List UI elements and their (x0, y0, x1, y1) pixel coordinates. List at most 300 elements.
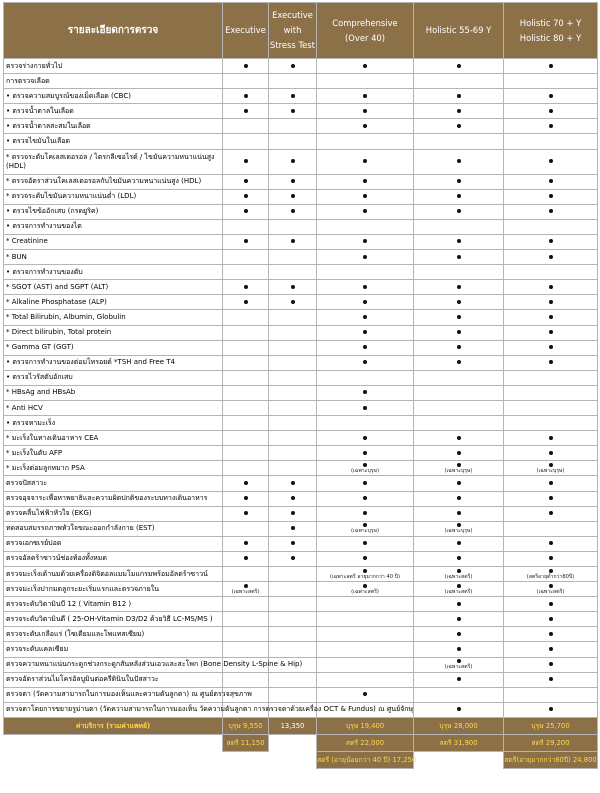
cell-note: (เฉพาะสตรี) (444, 573, 473, 580)
table-row (4, 265, 598, 280)
check-cell (223, 89, 269, 104)
check-cell (414, 446, 504, 461)
included-dot-icon (457, 64, 461, 68)
check-cell (269, 295, 317, 310)
check-cell (269, 702, 317, 717)
check-cell (269, 476, 317, 491)
check-cell (504, 597, 598, 612)
check-cell (414, 672, 504, 687)
header-holistic-70-80: Holistic 70 + Y Holistic 80 + Y (504, 3, 598, 59)
row-label: * มะเร็งในทางเดินอาหาร CEA (4, 431, 223, 446)
included-dot-icon (549, 345, 553, 349)
row-label: * ตรวจอัตราส่วนโคเลสเตอรอลกับไขมันความหนาแน่นสูง (HDL) (4, 174, 223, 189)
check-cell (269, 672, 317, 687)
included-dot-icon (457, 360, 461, 364)
check-cell (223, 687, 269, 702)
table-row (4, 250, 598, 265)
included-dot-icon (549, 209, 553, 213)
row-label: * ตรวจระดับโคเลสเตอรอล / ไตรกลีเซอไรด์ / ไขมันความหนาแน่นสูง (HDL) (4, 149, 223, 174)
row-label: * BUN (4, 250, 223, 265)
included-dot-icon (457, 109, 461, 113)
included-dot-icon (291, 496, 295, 500)
check-cell (317, 642, 414, 657)
check-cell (414, 219, 504, 234)
check-cell (317, 59, 414, 74)
cell-note: (สตรีอายุต่ำกว่า80ปี) (526, 573, 575, 580)
check-cell (504, 431, 598, 446)
included-dot-icon (363, 255, 367, 259)
check-cell (223, 149, 269, 174)
included-dot-icon (549, 617, 553, 621)
included-dot-icon (244, 541, 248, 545)
row-label: ตรวจร่างกายทั่วไป (4, 59, 223, 74)
included-dot-icon (291, 179, 295, 183)
included-dot-icon (363, 584, 367, 588)
included-dot-icon (363, 569, 367, 573)
included-dot-icon (244, 511, 248, 515)
table-row (4, 687, 598, 702)
check-cell (223, 491, 269, 506)
table-row (4, 506, 598, 521)
check-cell (504, 416, 598, 431)
table-row (4, 702, 598, 717)
check-cell (504, 355, 598, 370)
row-label: • ตรวจการทำงานของตับ (4, 265, 223, 280)
check-cell (504, 521, 598, 536)
cell-note: (เฉพาะบุรุษ) (351, 528, 379, 535)
price-holistic70-female-old: สตรี(อายุมากกว่า80ปี) 24,800 (504, 751, 598, 768)
check-cell (504, 104, 598, 119)
check-cell (414, 536, 504, 551)
cell-note: (เฉพาะสตรี) (444, 664, 473, 671)
check-cell (414, 612, 504, 627)
header-details: รายละเอียดการตรวจ (4, 3, 223, 59)
included-dot-icon (457, 285, 461, 289)
check-cell (223, 310, 269, 325)
included-dot-icon (457, 496, 461, 500)
check-cell (269, 104, 317, 119)
check-cell (269, 370, 317, 385)
price-row (4, 717, 598, 734)
row-label: * Anti HCV (4, 400, 223, 415)
check-cell (414, 385, 504, 400)
check-cell (269, 149, 317, 174)
table-row (4, 104, 598, 119)
included-dot-icon (457, 330, 461, 334)
check-cell (269, 134, 317, 149)
table-row (4, 672, 598, 687)
included-dot-icon (363, 285, 367, 289)
check-cell (414, 551, 504, 566)
price-label: ค่าบริการ (รวมค่าแพทย์) (4, 717, 223, 734)
price-holistic55-female: สตรี 31,900 (414, 734, 504, 751)
included-dot-icon (363, 436, 367, 440)
included-dot-icon (549, 511, 553, 515)
check-cell (504, 119, 598, 134)
included-dot-icon (363, 451, 367, 455)
cell-note: (เฉพาะบุรุษ) (444, 528, 473, 535)
included-dot-icon (457, 255, 461, 259)
check-cell (317, 431, 414, 446)
check-cell (504, 59, 598, 74)
check-cell (504, 219, 598, 234)
check-cell (317, 355, 414, 370)
check-cell (223, 597, 269, 612)
check-cell (269, 627, 317, 642)
included-dot-icon (291, 239, 295, 243)
row-label: ตรวจความหนาแน่นกระดูกช่วงกระดูกสันหลังส่วนเอวและสะโพก (Bone Density L-Spine & Hip) (4, 657, 223, 672)
included-dot-icon (549, 569, 553, 573)
included-dot-icon (363, 496, 367, 500)
included-dot-icon (457, 602, 461, 606)
included-dot-icon (363, 692, 367, 696)
included-dot-icon (363, 511, 367, 515)
check-cell (504, 134, 598, 149)
price-section (4, 717, 598, 768)
check-cell (223, 461, 269, 476)
row-label: ตรวจระดับวิตามินดี ( 25-OH-Vitamin D3/D2 ด้วยวิธี LC-MS/MS ) (4, 612, 223, 627)
included-dot-icon (244, 556, 248, 560)
check-cell (269, 446, 317, 461)
row-label: * Total Bilirubin, Albumin, Globulin (4, 310, 223, 325)
price-holistic55-male: บุรุษ 28,000 (414, 717, 504, 734)
check-cell (223, 431, 269, 446)
included-dot-icon (549, 496, 553, 500)
check-cell (317, 189, 414, 204)
check-cell (414, 189, 504, 204)
row-label: ตรวจคลื่นไฟฟ้าหัวใจ (EKG) (4, 506, 223, 521)
table-row (4, 280, 598, 295)
included-dot-icon (363, 159, 367, 163)
check-cell (223, 400, 269, 415)
included-dot-icon (457, 677, 461, 681)
included-dot-icon (457, 481, 461, 485)
table-body (4, 59, 598, 718)
check-cell (414, 461, 504, 476)
row-label: • ตรวจความสมบูรณ์ของเม็ดเลือด (CBC) (4, 89, 223, 104)
included-dot-icon (549, 255, 553, 259)
check-cell (317, 295, 414, 310)
check-cell (317, 672, 414, 687)
check-cell (223, 174, 269, 189)
table-row (4, 431, 598, 446)
table-row (4, 521, 598, 536)
check-cell (223, 219, 269, 234)
row-label: • ตรวจการทำงานของต่อมไทรอยด์ *TSH and Free T4 (4, 355, 223, 370)
check-cell (504, 687, 598, 702)
check-cell (269, 506, 317, 521)
check-cell (317, 134, 414, 149)
row-label: * SGOT (AST) and SGPT (ALT) (4, 280, 223, 295)
check-cell (504, 536, 598, 551)
check-cell (414, 370, 504, 385)
check-cell (504, 461, 598, 476)
check-cell (223, 250, 269, 265)
check-cell (223, 265, 269, 280)
check-cell (269, 119, 317, 134)
price-comprehensive-female-young: สตรี (อายุน้อยกว่า 40 ปี) 17,250 (317, 751, 414, 768)
included-dot-icon (363, 390, 367, 394)
included-dot-icon (291, 159, 295, 163)
price-row-extra (4, 751, 598, 768)
check-cell (223, 506, 269, 521)
check-cell (223, 204, 269, 219)
included-dot-icon (457, 632, 461, 636)
check-cell (223, 370, 269, 385)
included-dot-icon (363, 541, 367, 545)
price-row-female (4, 734, 598, 751)
table-row (4, 385, 598, 400)
included-dot-icon (457, 659, 461, 663)
row-label: • ตรวจน้ำตาลสะสมในเลือด (4, 119, 223, 134)
check-cell (317, 536, 414, 551)
included-dot-icon (363, 94, 367, 98)
included-dot-icon (291, 511, 295, 515)
check-cell (223, 642, 269, 657)
check-cell (269, 234, 317, 249)
table-row (4, 582, 598, 597)
price-executive-male: บุรุษ 9,550 (223, 717, 269, 734)
check-cell (504, 582, 598, 597)
included-dot-icon (457, 209, 461, 213)
check-cell (414, 416, 504, 431)
check-cell (223, 325, 269, 340)
check-cell (504, 506, 598, 521)
check-cell (223, 355, 269, 370)
cell-note: (เฉพาะบุรุษ) (536, 467, 565, 474)
check-cell (317, 627, 414, 642)
check-cell (269, 310, 317, 325)
check-cell (269, 582, 317, 597)
included-dot-icon (457, 345, 461, 349)
row-label: • ตรวจไขข้ออักเสบ (กรดยูริค) (4, 204, 223, 219)
included-dot-icon (549, 602, 553, 606)
checkup-comparison-table (3, 2, 598, 769)
check-cell (504, 340, 598, 355)
check-cell (223, 672, 269, 687)
check-cell (414, 104, 504, 119)
included-dot-icon (291, 300, 295, 304)
included-dot-icon (457, 523, 461, 527)
check-cell (269, 687, 317, 702)
row-label: * Alkaline Phosphatase (ALP) (4, 295, 223, 310)
table-row (4, 461, 598, 476)
included-dot-icon (457, 436, 461, 440)
table-row (4, 642, 598, 657)
row-label: ตรวจมะเร็งเต้านมด้วยเครื่องดิจิตอลแมมโมแกรมพร้อมอัลตร้าซาวน์ (4, 567, 223, 582)
check-cell (317, 551, 414, 566)
included-dot-icon (457, 315, 461, 319)
row-label: ตรวจอัลตร้าซาวน์ช่องท้องทั้งหมด (4, 551, 223, 566)
check-cell (269, 89, 317, 104)
check-cell (504, 234, 598, 249)
included-dot-icon (291, 285, 295, 289)
check-cell (269, 400, 317, 415)
included-dot-icon (363, 360, 367, 364)
check-cell (223, 551, 269, 566)
cell-note: (เฉพาะสตรี อายุมากกว่า 40 ปี) (329, 573, 401, 580)
table-row (4, 189, 598, 204)
included-dot-icon (549, 584, 553, 588)
included-dot-icon (549, 124, 553, 128)
row-label: ตรวจตาโดยการขยายรูม่านตา (วัดความสามารถในการมองเห็น วัดความดันลูกตา การตรวจตาด้วยเครื่อง OCT & Fundus) ณ ศูนย์จักษุ (4, 702, 223, 717)
check-cell (317, 265, 414, 280)
check-cell (414, 657, 504, 672)
check-cell (317, 597, 414, 612)
check-cell (414, 204, 504, 219)
check-cell (414, 74, 504, 89)
check-cell (317, 476, 414, 491)
table-header (4, 3, 598, 59)
included-dot-icon (291, 109, 295, 113)
check-cell (317, 204, 414, 219)
included-dot-icon (549, 159, 553, 163)
check-cell (223, 234, 269, 249)
check-cell (269, 280, 317, 295)
included-dot-icon (549, 94, 553, 98)
cell-note: (เฉพาะสตรี) (231, 588, 260, 595)
cell-note: (เฉพาะบุรุษ) (444, 467, 473, 474)
check-cell (317, 491, 414, 506)
included-dot-icon (363, 239, 367, 243)
row-label: * มะเร็งต่อมลูกหมาก PSA (4, 461, 223, 476)
included-dot-icon (457, 451, 461, 455)
included-dot-icon (244, 481, 248, 485)
table-row (4, 340, 598, 355)
price-executive-female: สตรี 11,150 (223, 734, 269, 751)
check-cell (269, 265, 317, 280)
included-dot-icon (457, 541, 461, 545)
check-cell (317, 219, 414, 234)
check-cell (414, 134, 504, 149)
check-cell (414, 491, 504, 506)
check-cell (414, 119, 504, 134)
check-cell (223, 702, 269, 717)
included-dot-icon (549, 315, 553, 319)
check-cell (223, 119, 269, 134)
included-dot-icon (549, 360, 553, 364)
included-dot-icon (549, 300, 553, 304)
included-dot-icon (244, 496, 248, 500)
check-cell (317, 612, 414, 627)
check-cell (414, 280, 504, 295)
row-label: ตรวจอัตราส่วนไมโครอัลบูมินต่อครีตินินในปัสสาวะ (4, 672, 223, 687)
included-dot-icon (363, 406, 367, 410)
check-cell (269, 491, 317, 506)
included-dot-icon (291, 526, 295, 530)
included-dot-icon (457, 463, 461, 467)
cell-note: (เฉพาะสตรี) (444, 588, 473, 595)
check-cell (414, 250, 504, 265)
included-dot-icon (244, 159, 248, 163)
included-dot-icon (291, 556, 295, 560)
included-dot-icon (363, 109, 367, 113)
included-dot-icon (244, 300, 248, 304)
check-cell (504, 325, 598, 340)
table-row (4, 204, 598, 219)
check-cell (504, 280, 598, 295)
check-cell (414, 400, 504, 415)
check-cell (504, 702, 598, 717)
included-dot-icon (363, 556, 367, 560)
check-cell (414, 265, 504, 280)
check-cell (269, 521, 317, 536)
check-cell (317, 461, 414, 476)
included-dot-icon (549, 285, 553, 289)
table-row (4, 355, 598, 370)
row-label: • ตรวจไขมันในเลือด (4, 134, 223, 149)
check-cell (317, 702, 414, 717)
row-label: * Creatinine (4, 234, 223, 249)
row-label: ตรวจเอกซเรย์ปอด (4, 536, 223, 551)
check-cell (414, 597, 504, 612)
check-cell (414, 59, 504, 74)
included-dot-icon (549, 64, 553, 68)
table-row (4, 536, 598, 551)
table-row (4, 74, 598, 89)
header-executive-stress: Executive with Stress Test (269, 3, 317, 59)
check-cell (269, 536, 317, 551)
check-cell (414, 582, 504, 597)
table-row (4, 476, 598, 491)
row-label: • ตรวจการทำงานของไต (4, 219, 223, 234)
included-dot-icon (363, 481, 367, 485)
table-row (4, 174, 598, 189)
check-cell (504, 385, 598, 400)
included-dot-icon (549, 109, 553, 113)
check-cell (223, 536, 269, 551)
check-cell (317, 567, 414, 582)
included-dot-icon (549, 481, 553, 485)
check-cell (317, 89, 414, 104)
check-cell (223, 416, 269, 431)
table-row (4, 400, 598, 415)
row-label: ตรวจอุจจาระเพื่อหาพยาธิและความผิดปกติของระบบทางเดินอาหาร (4, 491, 223, 506)
row-label: ตรวจตา (วัดความสามารถในการมองเห็นและความดันลูกตา) ณ ศูนย์ตรวจสุขภาพ (4, 687, 223, 702)
price-holistic70-male: บุรุษ 25,700 (504, 717, 598, 734)
row-label: * ตรวจระดับไขมันความหนาแน่นต่ำ (LDL) (4, 189, 223, 204)
price-comprehensive-female: สตรี 22,000 (317, 734, 414, 751)
included-dot-icon (291, 194, 295, 198)
check-cell (414, 234, 504, 249)
included-dot-icon (291, 209, 295, 213)
check-cell (317, 657, 414, 672)
included-dot-icon (363, 179, 367, 183)
check-cell (414, 325, 504, 340)
included-dot-icon (457, 94, 461, 98)
row-label: ตรวจระดับเกลือแร่ (โซเดียมและโพแทสเซียม) (4, 627, 223, 642)
included-dot-icon (457, 511, 461, 515)
included-dot-icon (363, 315, 367, 319)
table-row (4, 325, 598, 340)
check-cell (269, 74, 317, 89)
included-dot-icon (244, 285, 248, 289)
included-dot-icon (549, 330, 553, 334)
included-dot-icon (363, 523, 367, 527)
row-label: * มะเร็งในตับ AFP (4, 446, 223, 461)
check-cell (223, 134, 269, 149)
check-cell (223, 657, 269, 672)
included-dot-icon (363, 330, 367, 334)
cell-note: (เฉพาะสตรี) (536, 588, 565, 595)
check-cell (317, 370, 414, 385)
table-row (4, 627, 598, 642)
included-dot-icon (549, 662, 553, 666)
included-dot-icon (363, 300, 367, 304)
check-cell (223, 446, 269, 461)
row-label: * Direct bilirubin, Total protein (4, 325, 223, 340)
check-cell (414, 627, 504, 642)
